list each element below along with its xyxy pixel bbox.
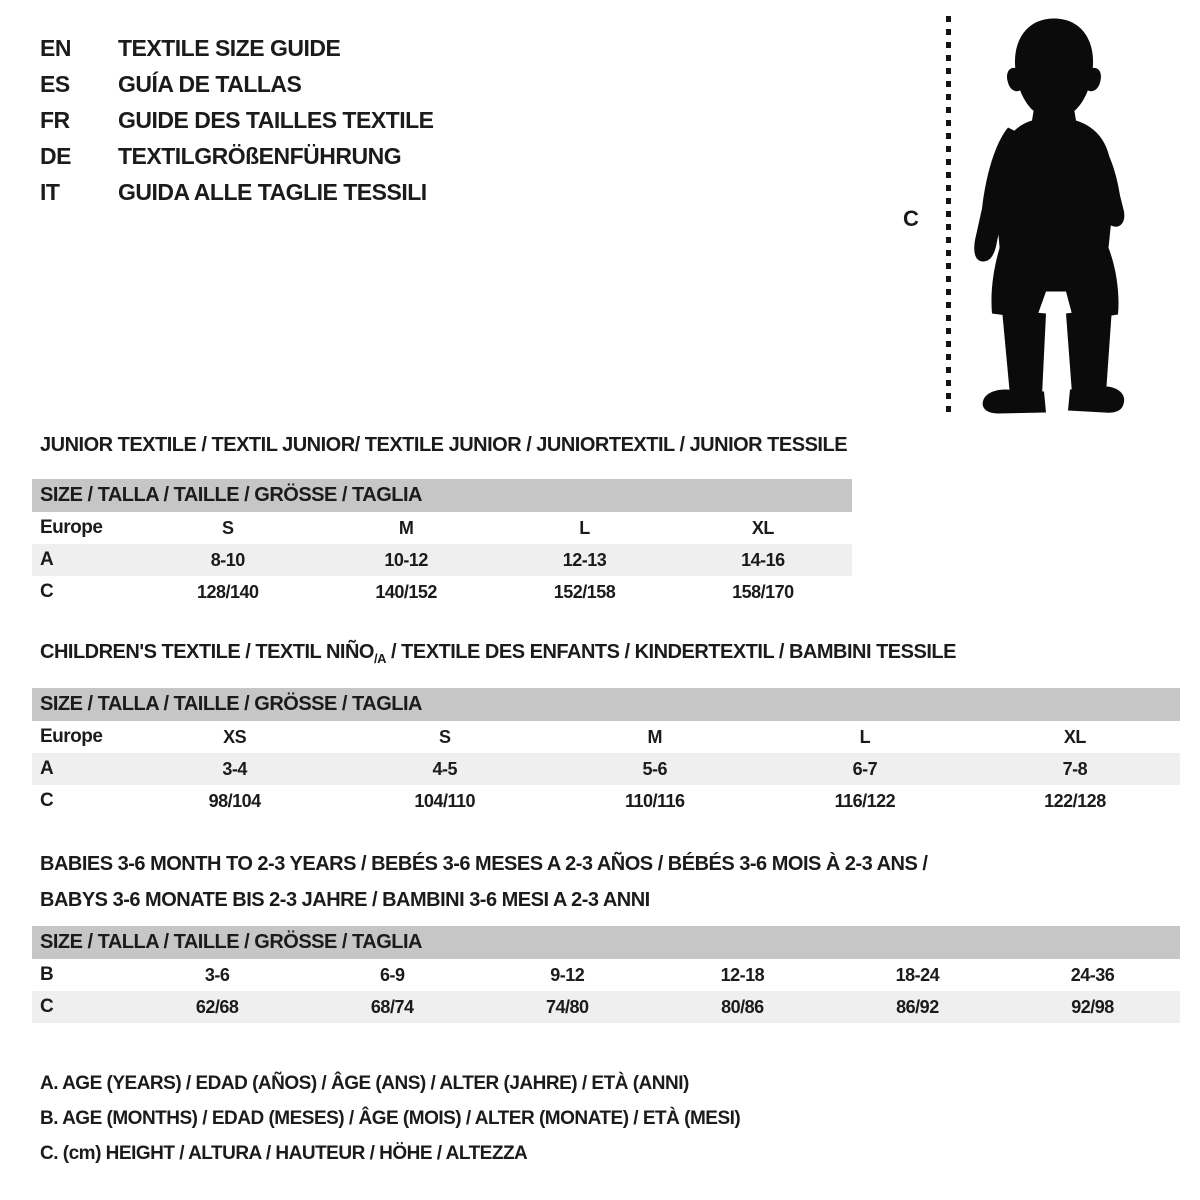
table-row-age: [32, 753, 1180, 785]
size-cell: L: [859, 726, 871, 747]
legend-line-a: A. AGE (YEARS) / EDAD (AÑOS) / ÂGE (ANS) / ALTER (JAHRE) / ETÀ (ANNI): [40, 1072, 689, 1094]
babies-section-title: [40, 846, 927, 918]
babies-size-table: [32, 926, 1180, 1023]
children-title-prefix: CHILDREN'S TEXTILE / TEXTIL NIÑO: [40, 641, 374, 663]
height-cell: 74/80: [546, 996, 589, 1017]
row-label: C: [40, 790, 54, 811]
age-cell: 14-16: [741, 549, 785, 570]
months-cell: 9-12: [550, 964, 585, 985]
age-cell: 4-5: [432, 758, 457, 779]
row-label: A: [40, 549, 54, 570]
lang-code: EN: [40, 34, 71, 61]
size-cell: XS: [223, 726, 247, 747]
height-cell: 92/98: [1071, 996, 1114, 1017]
table-row-height: [32, 991, 1180, 1023]
legend-line-b: B. AGE (MONTHS) / EDAD (MESES) / ÂGE (MOIS) / ALTER (MONATE) / ETÀ (MESI): [40, 1107, 741, 1129]
guide-title-it: GUIDA ALLE TAGLIE TESSILI: [118, 178, 427, 205]
lang-row-it: [40, 174, 434, 210]
lang-row-es: [40, 66, 434, 102]
size-cell: L: [579, 517, 590, 538]
size-header-bar: SIZE / TALLA / TAILLE / GRÖSSE / TAGLIA: [32, 926, 1180, 959]
lang-code: FR: [40, 106, 70, 133]
legend-line-c: C. (cm) HEIGHT / ALTURA / HAUTEUR / HÖHE / ALTEZZA: [40, 1142, 528, 1164]
measure-legend: [40, 1066, 740, 1171]
row-label: C: [40, 996, 54, 1017]
size-cell: S: [222, 517, 234, 538]
age-cell: 7-8: [1062, 758, 1088, 779]
row-label: C: [40, 581, 54, 602]
height-cell: 158/170: [732, 581, 794, 602]
babies-title-line2: BABYS 3-6 MONATE BIS 2-3 JAHRE / BAMBINI 3-6 MESI A 2-3 ANNI: [40, 889, 650, 911]
lang-code: DE: [40, 142, 71, 169]
children-size-table: [32, 688, 1180, 817]
height-cell: 62/68: [195, 996, 239, 1017]
height-cell: 128/140: [196, 581, 259, 602]
children-title-sub: /A: [373, 651, 386, 666]
lang-row-de: [40, 138, 434, 174]
months-cell: 3-6: [204, 964, 230, 985]
height-cell: 80/86: [721, 996, 764, 1017]
height-cell: 98/104: [208, 790, 261, 811]
months-cell: 18-24: [895, 964, 940, 985]
toddler-silhouette-icon: [962, 12, 1137, 418]
language-title-list: [40, 30, 434, 210]
lang-code: IT: [40, 178, 60, 205]
guide-title-es: GUÍA DE TALLAS: [118, 70, 302, 97]
row-label: Europe: [40, 517, 103, 538]
guide-title-de: TEXTILGRÖßENFÜHRUNG: [118, 142, 402, 169]
months-cell: 12-18: [720, 964, 765, 985]
height-cell: 110/116: [624, 790, 685, 811]
age-cell: 8-10: [210, 549, 245, 570]
size-cell: M: [647, 726, 663, 747]
lang-code: ES: [40, 70, 70, 97]
guide-title-fr: GUIDE DES TAILLES TEXTILE: [118, 106, 434, 133]
age-cell: 10-12: [384, 549, 428, 570]
row-label: A: [40, 758, 54, 779]
height-cell: 140/152: [375, 581, 437, 602]
height-cell: 68/74: [370, 996, 414, 1017]
row-label: Europe: [40, 726, 103, 747]
height-cell: 122/128: [1044, 790, 1106, 811]
row-label: B: [40, 964, 54, 985]
age-cell: 12-13: [562, 549, 607, 570]
table-row-europe: [32, 512, 852, 544]
age-cell: 3-4: [222, 758, 247, 779]
children-title-suffix: / TEXTILE DES ENFANTS / KINDERTEXTIL / BAMBINI TESSILE: [385, 641, 956, 663]
size-cell: XL: [1063, 726, 1086, 747]
guide-title-en: TEXTILE SIZE GUIDE: [118, 34, 341, 61]
age-cell: 5-6: [642, 758, 668, 779]
table-row-age: [32, 544, 852, 576]
size-cell: S: [438, 726, 451, 747]
height-cell: 152/158: [553, 581, 616, 602]
months-cell: 24-36: [1070, 964, 1115, 985]
height-cell: 116/122: [834, 790, 896, 811]
size-header-bar: SIZE / TALLA / TAILLE / GRÖSSE / TAGLIA: [32, 688, 1180, 721]
height-measure-label: C: [903, 206, 919, 231]
size-cell: XL: [751, 517, 774, 538]
babies-title-line1: BABIES 3-6 MONTH TO 2-3 YEARS / BEBÉS 3-6 MESES A 2-3 AÑOS / BÉBÉS 3-6 MOIS À 2-3 ANS /: [40, 853, 928, 875]
table-row-europe: [32, 721, 1180, 753]
age-cell: 6-7: [852, 758, 878, 779]
lang-row-fr: [40, 102, 434, 138]
size-header-bar: SIZE / TALLA / TAILLE / GRÖSSE / TAGLIA: [32, 479, 852, 512]
months-cell: 6-9: [379, 964, 405, 985]
height-cell: 104/110: [414, 790, 475, 811]
junior-size-table: [32, 479, 852, 608]
junior-section-title: JUNIOR TEXTILE / TEXTIL JUNIOR/ TEXTILE JUNIOR / JUNIORTEXTIL / JUNIOR TESSILE: [40, 434, 848, 456]
table-row-months: [32, 959, 1180, 991]
children-section-title: [40, 641, 956, 666]
height-cell: 86/92: [896, 996, 939, 1017]
lang-row-en: [40, 30, 434, 66]
table-row-height: [32, 785, 1180, 817]
table-row-height: [32, 576, 852, 608]
size-cell: M: [398, 517, 414, 538]
height-dashed-line: [946, 16, 951, 416]
